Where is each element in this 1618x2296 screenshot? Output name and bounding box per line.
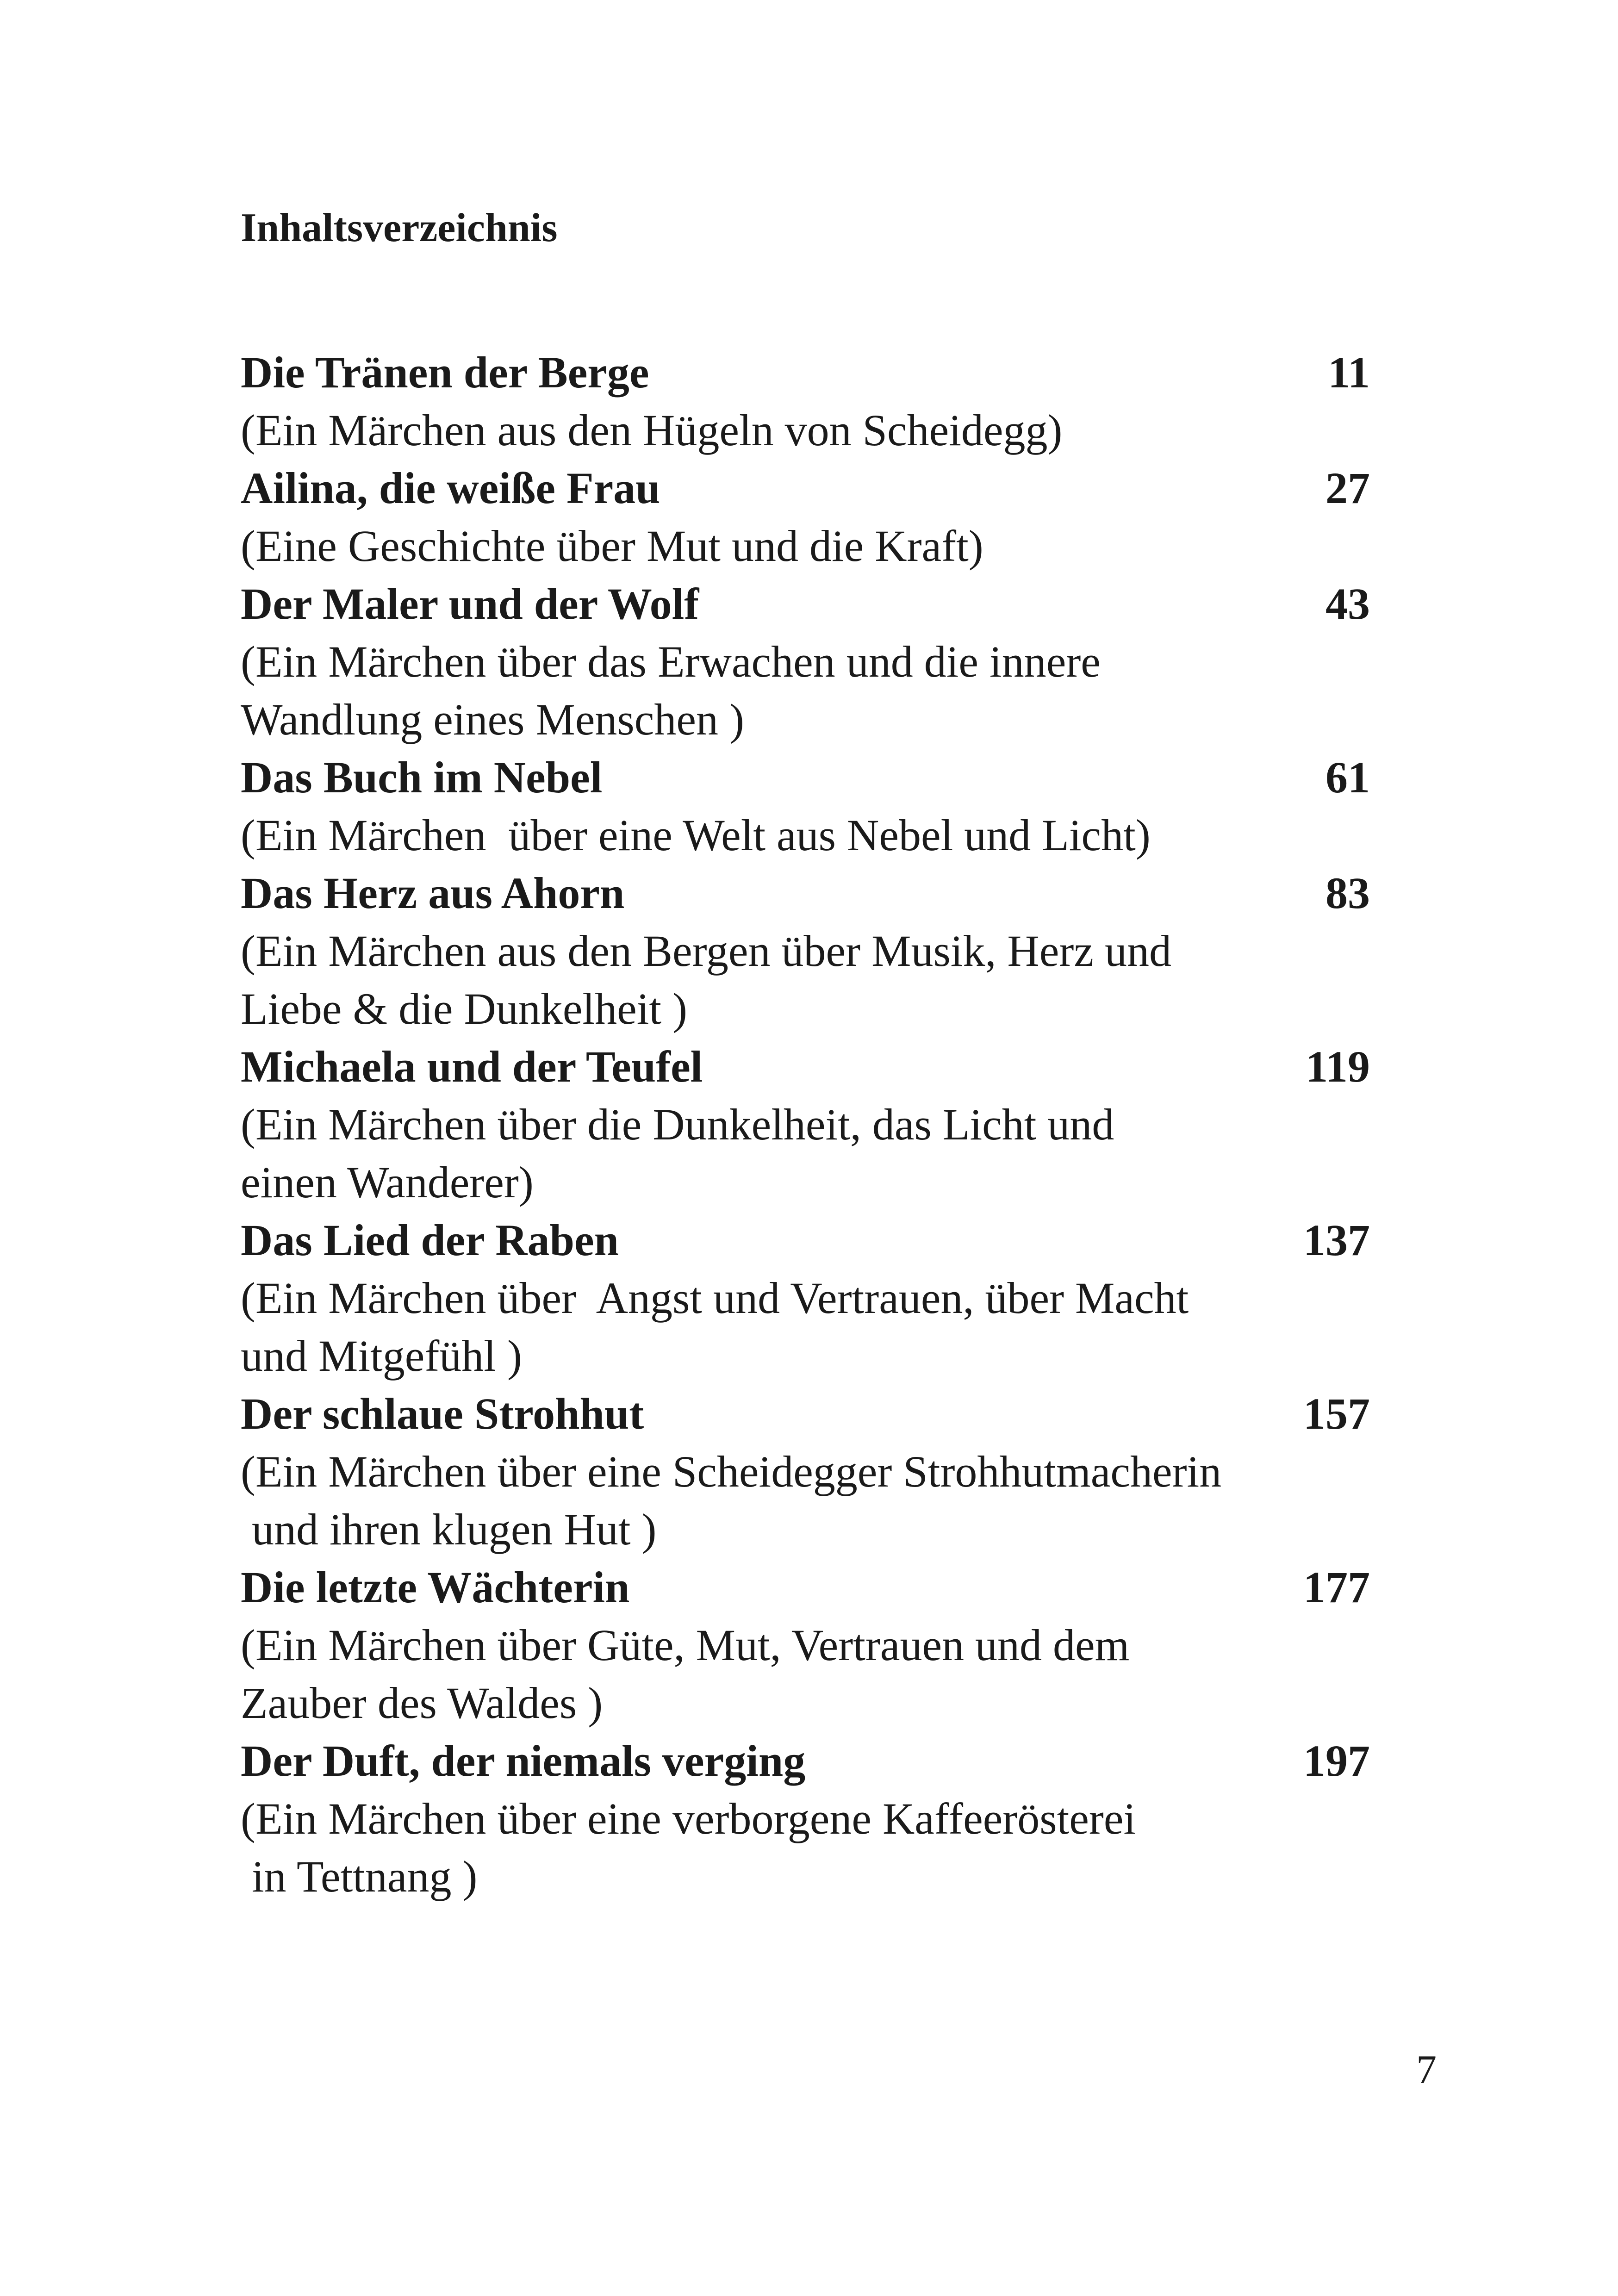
toc-entry-description: und Mitgefühl ) (241, 1331, 522, 1381)
toc-entry-head (241, 575, 1370, 633)
toc-entry-title: Der Duft, der niemals verging (241, 1736, 806, 1786)
toc-entry-page-number: 197 (1303, 1736, 1370, 1786)
toc-entry-description: (Ein Märchen über eine Welt aus Nebel und Licht) (241, 810, 1151, 860)
toc-entry-description: Zauber des Waldes ) (241, 1678, 603, 1728)
toc-entry-title: Der schlaue Strohhut (241, 1389, 644, 1438)
toc-entry (241, 1385, 1370, 1558)
toc-entry (241, 1038, 1370, 1211)
toc-entry-title: Die letzte Wächterin (241, 1562, 630, 1612)
toc-entry-head (241, 343, 1370, 401)
toc-entry-head (241, 864, 1370, 922)
toc-entry-description: (Eine Geschichte über Mut und die Kraft) (241, 521, 983, 571)
toc-entry-head (241, 1558, 1370, 1616)
toc-entry-description: in Tettnang ) (241, 1852, 478, 1901)
toc-entry (241, 1211, 1370, 1385)
toc-entry (241, 1732, 1370, 1905)
toc-entry-description: und ihren klugen Hut ) (241, 1505, 657, 1554)
toc-entry-description: (Ein Märchen aus den Hügeln von Scheidegg) (241, 405, 1063, 455)
toc-entry-description: (Ein Märchen über eine Scheidegger Strohhutmacherin (241, 1447, 1222, 1496)
toc-entry-title: Die Tränen der Berge (241, 348, 649, 397)
toc-entry (241, 459, 1370, 575)
toc-entry-page-number: 177 (1303, 1562, 1370, 1612)
toc-entry-title: Das Buch im Nebel (241, 753, 603, 802)
toc-entry-page-number: 83 (1326, 868, 1370, 918)
toc-entry-page-number: 43 (1326, 579, 1370, 628)
toc-entry-title: Der Maler und der Wolf (241, 579, 699, 628)
toc-entry-title: Das Lied der Raben (241, 1215, 619, 1265)
toc-entry-page-number: 157 (1303, 1389, 1370, 1438)
toc-entry-head (241, 459, 1370, 517)
toc-entry-title: Ailina, die weiße Frau (241, 463, 660, 513)
toc-entry-description: einen Wanderer) (241, 1157, 534, 1207)
toc-entry-description: Liebe & die Dunkelheit ) (241, 984, 688, 1033)
toc-entry-page-number: 11 (1328, 348, 1370, 397)
page-number: 7 (1416, 2047, 1437, 2092)
toc-entry-description: (Ein Märchen über Angst und Vertrauen, über Macht (241, 1273, 1189, 1323)
toc-entry-description: Wandlung eines Menschen ) (241, 695, 744, 744)
toc-entry-description: (Ein Märchen über Güte, Mut, Vertrauen und dem (241, 1620, 1130, 1670)
toc-entry (241, 575, 1370, 748)
toc-entry-description: (Ein Märchen über das Erwachen und die innere (241, 637, 1101, 686)
toc-entry-page-number: 119 (1306, 1042, 1370, 1091)
toc-entry-page-number: 27 (1326, 463, 1370, 513)
toc-entry-head (241, 748, 1370, 806)
toc-entry-title: Das Herz aus Ahorn (241, 868, 625, 918)
toc-entry-head (241, 1038, 1370, 1095)
toc-entry-description: (Ein Märchen aus den Bergen über Musik, Herz und (241, 926, 1171, 976)
toc-entry-head (241, 1211, 1370, 1269)
toc-entry-description: (Ein Märchen über eine verborgene Kaffeerösterei (241, 1794, 1136, 1843)
toc-list (241, 343, 1370, 1905)
toc-entry-page-number: 137 (1303, 1215, 1370, 1265)
toc-entry (241, 343, 1370, 459)
toc-entry-title: Michaela und der Teufel (241, 1042, 703, 1091)
toc-entry-head (241, 1385, 1370, 1443)
toc-entry (241, 748, 1370, 864)
toc-entry-page-number: 61 (1326, 753, 1370, 802)
toc-entry-head (241, 1732, 1370, 1790)
toc-entry-description: (Ein Märchen über die Dunkelheit, das Licht und (241, 1100, 1114, 1149)
toc-entry (241, 864, 1370, 1038)
toc-heading: Inhaltsverzeichnis (241, 205, 558, 250)
toc-entry (241, 1558, 1370, 1732)
